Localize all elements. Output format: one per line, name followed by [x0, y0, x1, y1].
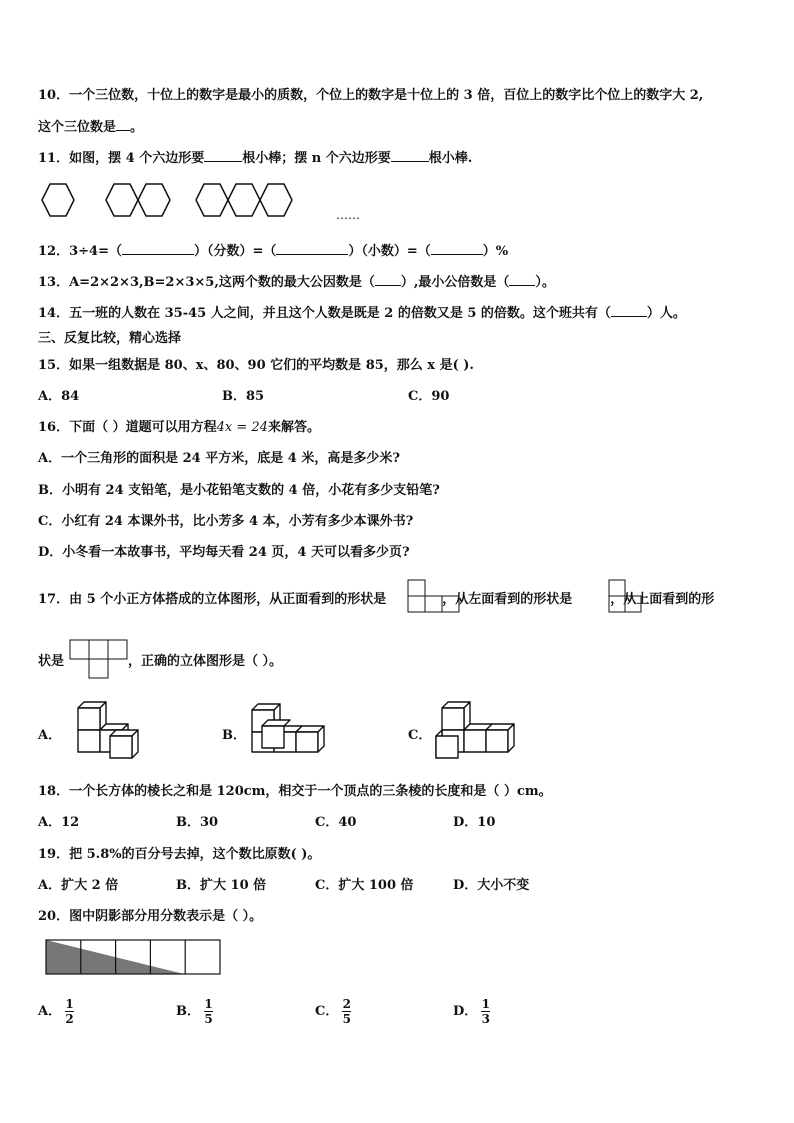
fraction: $\frac{1}{5}$: [204, 997, 213, 1026]
front-view-figure: [406, 578, 462, 614]
question-number: 10．: [38, 88, 70, 103]
answer-blank[interactable]: [509, 273, 535, 286]
top-view-figure: [68, 638, 130, 680]
question-number: 12．: [38, 244, 70, 259]
answer-blank[interactable]: [431, 242, 483, 255]
option-c[interactable]: C．小红有 24 本课外书，比小芳多 4 本，小芳有多少本课外书?: [38, 514, 414, 529]
answer-blank[interactable]: [204, 149, 242, 162]
question-text: 。: [130, 120, 144, 135]
option-a[interactable]: A．: [38, 728, 62, 743]
question-text: A=2×2×3,B=2×3×5,这两个数的最大公因数是（: [69, 275, 375, 290]
question-number: 15．: [38, 358, 70, 373]
option-a[interactable]: A．84: [38, 389, 80, 404]
hexagon-3b: [228, 184, 260, 216]
left-view-figure: [607, 578, 643, 614]
option-b[interactable]: B．85: [222, 389, 265, 404]
question-number: 20．: [38, 909, 70, 924]
question-16: [38, 416, 320, 435]
question-text: ）。: [535, 275, 555, 290]
answer-blank[interactable]: [611, 304, 647, 317]
option-b[interactable]: B． $\frac{1}{5}$: [176, 997, 213, 1026]
question-number: 19．: [38, 847, 70, 862]
option-b[interactable]: B．扩大 10 倍: [176, 878, 267, 893]
question-text: 如果一组数据是 80、x、80、90 它们的平均数是 85，那么 x 是( ).: [69, 358, 474, 373]
question-text: 把 5.8%的百分号去掉，这个数比原数( )。: [69, 847, 321, 862]
hexagon-2a: [106, 184, 138, 216]
cube-figure-c[interactable]: [430, 700, 520, 762]
question-14: [38, 302, 686, 321]
answer-blank[interactable]: [122, 242, 194, 255]
question-text: 一个三位数，十位上的数字是最小的质数，个位上的数字是十位上的 3 倍，百位上的数字比个位上的数字大 2,: [69, 88, 704, 103]
question-text: ）%: [482, 244, 509, 259]
fraction: $\frac{1}{2}$: [65, 997, 74, 1026]
option-d[interactable]: D．大小不变: [453, 878, 530, 893]
question-number: 16．: [38, 420, 70, 435]
ellipsis: ……: [336, 208, 360, 222]
option-a[interactable]: A．扩大 2 倍: [38, 878, 119, 893]
option-b[interactable]: B．: [222, 728, 246, 743]
question-text: ）,最小公倍数是（: [400, 275, 510, 290]
option-b[interactable]: B．小明有 24 支铅笔，是小花铅笔支数的 4 倍，小花有多少支铅笔?: [38, 483, 440, 498]
option-a[interactable]: A．一个三角形的面积是 24 平方米，底是 4 米，高是多少米?: [38, 451, 400, 466]
question-10-line-1: [38, 84, 703, 103]
question-text: ，从左面看到的形状是: [442, 592, 573, 607]
question-12: [38, 240, 508, 259]
question-19: [38, 843, 320, 862]
hexagon-1: [42, 184, 74, 216]
option-c[interactable]: C．40: [315, 815, 357, 830]
option-b[interactable]: B．30: [176, 815, 219, 830]
question-text: 状是: [38, 654, 65, 669]
option-a[interactable]: A． $\frac{1}{2}$: [38, 997, 74, 1026]
hexagon-figure: [38, 180, 298, 222]
equation: 4x = 24: [216, 420, 268, 435]
question-text: 由 5 个小正方体搭成的立体图形，从正面看到的形状是: [69, 592, 387, 607]
cube-figure-b[interactable]: [248, 700, 338, 762]
fraction: $\frac{2}{5}$: [342, 997, 352, 1026]
question-number: 11．: [38, 151, 70, 166]
question-number: 13．: [38, 275, 70, 290]
question-text: 3÷4=（: [69, 244, 122, 259]
option-c[interactable]: C． $\frac{2}{5}$: [315, 997, 352, 1026]
question-number: 14．: [38, 306, 70, 321]
question-text: 这个三位数是: [38, 120, 117, 135]
answer-blank[interactable]: [276, 242, 348, 255]
question-15: [38, 354, 474, 373]
question-text: ，正确的立体图形是（ ）。: [128, 654, 283, 669]
question-number: 17．: [38, 592, 70, 607]
shaded-rectangle-figure: [44, 938, 224, 978]
hexagon-3c: [260, 184, 292, 216]
option-d[interactable]: D．10: [453, 815, 496, 830]
question-text: 一个长方体的棱长之和是 120cm，相交于一个顶点的三条棱的长度和是（ ）cm。: [69, 784, 552, 799]
answer-blank[interactable]: [375, 273, 401, 286]
cube-figure-a[interactable]: [68, 700, 158, 762]
option-d[interactable]: D．小冬看一本故事书，平均每天看 24 页，4 天可以看多少页?: [38, 545, 410, 560]
question-13: [38, 271, 555, 290]
section-title: 三、反复比较，精心选择: [38, 331, 182, 346]
question-text: 根小棒.: [428, 151, 473, 166]
question-text: 如图，摆 4 个六边形要: [69, 151, 205, 166]
option-c[interactable]: C．: [408, 728, 432, 743]
question-20: [38, 905, 262, 924]
option-a[interactable]: A．12: [38, 815, 80, 830]
question-number: 18．: [38, 784, 70, 799]
question-10-line-2: [38, 116, 143, 135]
question-text: 五一班的人数在 35-45 人之间，并且这个人数是既是 2 的倍数又是 5 的倍数。这个班共有（: [69, 306, 611, 321]
question-text: ）（小数）=（: [348, 244, 431, 259]
question-text: ）人。: [646, 306, 686, 321]
option-c[interactable]: C．90: [408, 389, 450, 404]
answer-blank[interactable]: [391, 149, 429, 162]
question-text: 根小棒；摆 n 个六边形要: [242, 151, 391, 166]
option-d[interactable]: D． $\frac{1}{3}$: [453, 997, 490, 1026]
question-18: [38, 780, 552, 799]
question-text: 来解答。: [267, 420, 320, 435]
question-text: 图中阴影部分用分数表示是（ ）。: [69, 909, 263, 924]
fraction: $\frac{1}{3}$: [481, 997, 490, 1026]
question-text: ）（分数）=（: [193, 244, 277, 259]
option-c[interactable]: C．扩大 100 倍: [315, 878, 414, 893]
question-11: [38, 147, 472, 166]
answer-blank[interactable]: [116, 118, 130, 131]
hexagon-2b: [138, 184, 170, 216]
hexagon-3a: [196, 184, 228, 216]
question-text: 下面（ ）道题可以用方程: [69, 420, 217, 435]
question-text: ，从上面看到的形: [610, 592, 715, 607]
